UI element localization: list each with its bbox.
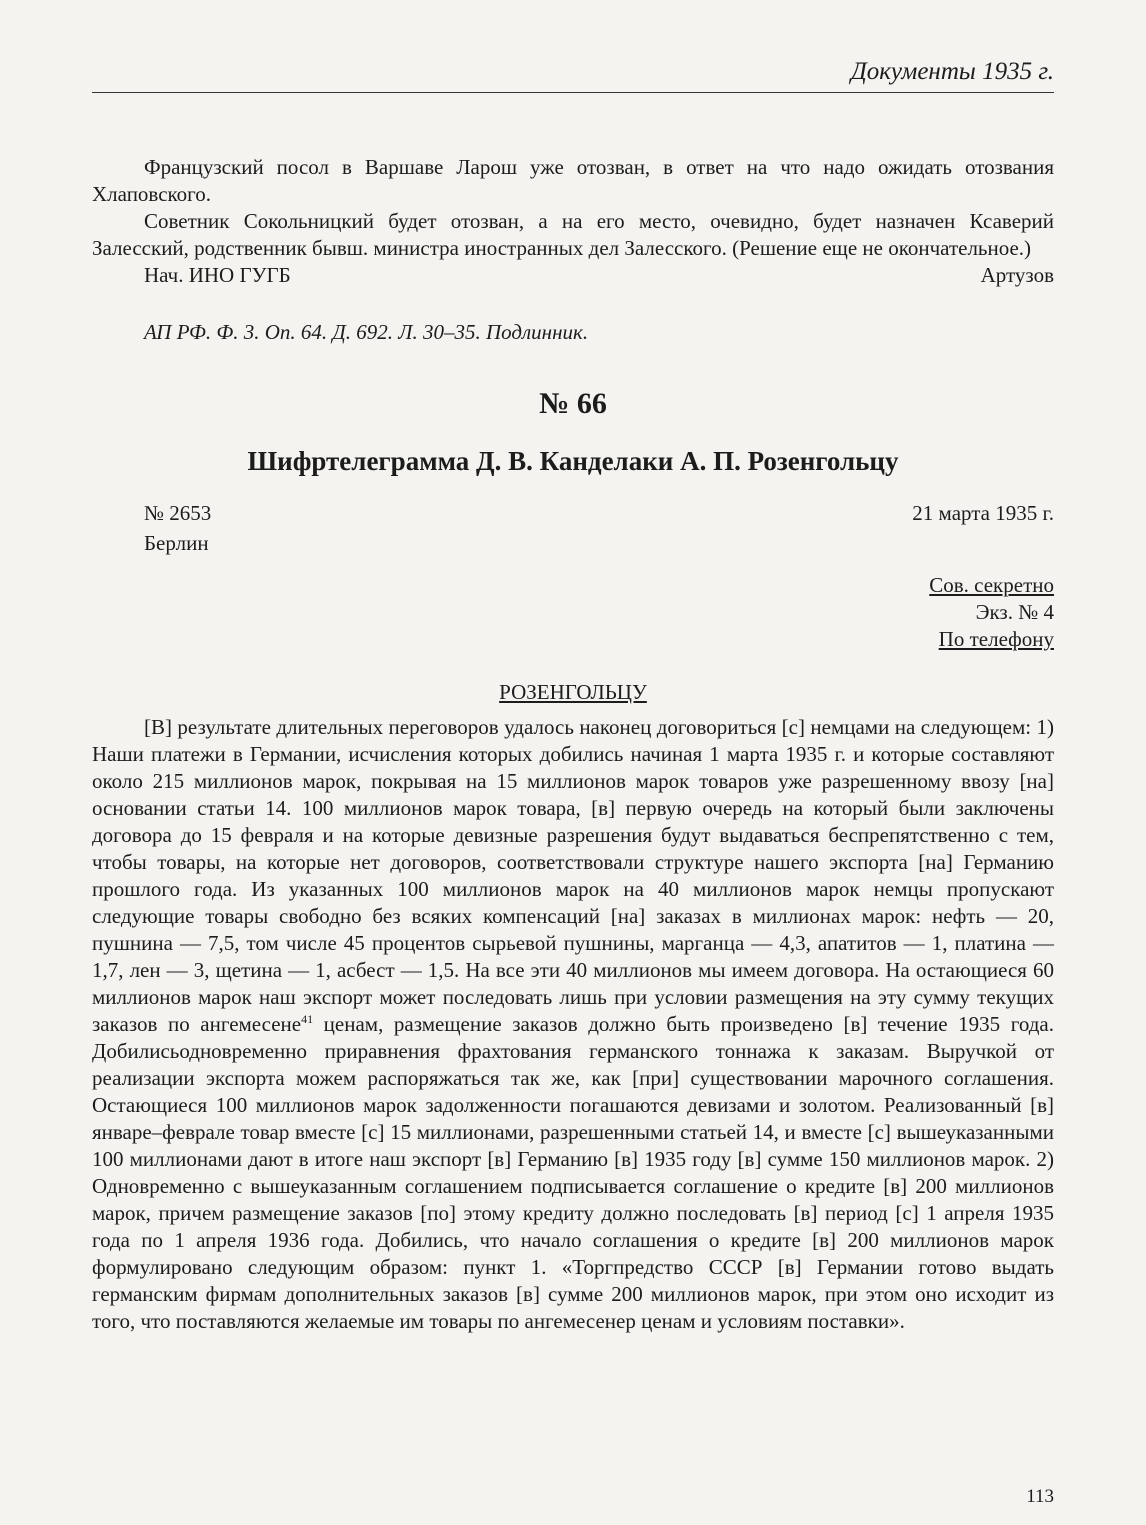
signature-position: Нач. ИНО ГУГБ xyxy=(144,263,291,287)
body-text: [В] результате длительных переговоров удалось наконец договориться [с] немцами на следующем: 1) Наши платежи в Германии, исчисления которых добились начиная 1 марта 1935 г. и которые составляют около 215 миллионов марок, покрывая на 15 миллионов марок товаров уже разрешенному ввозу [на] основании статьи 14. 100 миллионов марок товара, [в] первую очередь на который были заключены договора до 15 февраля и на которые девизные разрешения будут выдаваться беспрепятственно с тем, чтобы товары, на которые нет договоров, соответствовали структуре нашего экспорта [на] Германию прошлого года. Из указанных 100 миллионов марок на 40 миллионов марок немцы пропускают следующие товары свободно без всяких компенсаций [на] заказах в миллионах марок: нефть — 20, пушнина — 7,5, том числе 45 процентов сырьевой пушнины, марганца — 4,3, апатитов — 1, платина — 1,7, лен — 3, щетина — 1, асбест — 1,5. На все эти 40 миллионов мы имеем договора. На остающиеся 60 миллионов марок наш экспорт может последовать лишь при условии размещения на эту сумму текущих заказов по ангемесене xyxy=(92,715,1054,1036)
document-place: Берлин xyxy=(144,531,209,555)
archive-reference: АП РФ. Ф. 3. Оп. 64. Д. 692. Л. 30–35. Подлинник. xyxy=(144,320,589,344)
paragraph: Французский посол в Варшаве Ларош уже отозван, в ответ на что надо ожидать отозвания Хлаповского. xyxy=(92,155,1054,206)
page-number: 113 xyxy=(1026,1486,1054,1507)
classification-block xyxy=(92,572,1054,653)
copy-number: Экз. № 4 xyxy=(975,600,1054,624)
signature-line xyxy=(92,262,1054,289)
running-title: Документы 1935 г. xyxy=(92,56,1054,93)
document-number: № 66 xyxy=(539,387,607,420)
document-title: Шифртелеграмма Д. В. Канделаки А. П. Розенгольцу xyxy=(247,446,899,476)
document-meta xyxy=(92,498,1054,558)
signature-name: Артузов xyxy=(980,263,1054,287)
telegram-body xyxy=(92,714,1054,1335)
registration-number: № 2653 xyxy=(144,501,212,525)
transmission-mode: По телефону xyxy=(938,627,1054,651)
document-date: 21 марта 1935 г. xyxy=(912,501,1054,525)
page-content xyxy=(92,154,1054,1335)
footnote-ref[interactable]: 41 xyxy=(301,1012,314,1026)
body-text: ценам, размещение заказов должно быть произведено [в] течение 1935 года. Добилисьодновременно приравнения фрахтования германского тоннажа к заказам. Выручкой от реализации экспорта можем распоряжаться так же, как [при] существовании марочного соглашения. Остающиеся 100 миллионов марок задолженности погашаются девизами и золотом. Реализованный [в] январе–феврале товар вместе [с] 15 миллионами, разрешенными статьей 14, и вместе [с] вышеуказанными 100 миллионами дают в итоге наш экспорт [в] Германию [в] 1935 году [в] сумме 150 миллионов марок. 2) Одновременно с вышеуказанным соглашением подписывается соглашение о кредите [в] 200 миллионов марок, причем размещение заказов [по] этому кредиту должно последовать [в] период [с] 1 апреля 1935 года по 1 апреля 1936 года. Добились, что начало соглашения о кредите [в] 200 миллионов марок формулировано следующим образом: пункт 1. «Торгпредство СССР [в] Германии готово выдать германским фирмам дополнительных заказов [в] сумме 200 миллионов марок, при этом оно исходит из того, что поставляются желаемые им товары по ангемесенер ценам и условиям поставки». xyxy=(92,1012,1054,1333)
classification: Сов. секретно xyxy=(929,573,1054,597)
paragraph: Советник Сокольницкий будет отозван, а на его место, очевидно, будет назначен Ксаверий Залесский, родственник бывш. министра иностранных дел Залесского. (Решение еще не окончательное.) xyxy=(92,209,1054,260)
addressee xyxy=(92,679,1054,706)
addressee-text: РОЗЕНГОЛЬЦУ xyxy=(499,680,647,704)
